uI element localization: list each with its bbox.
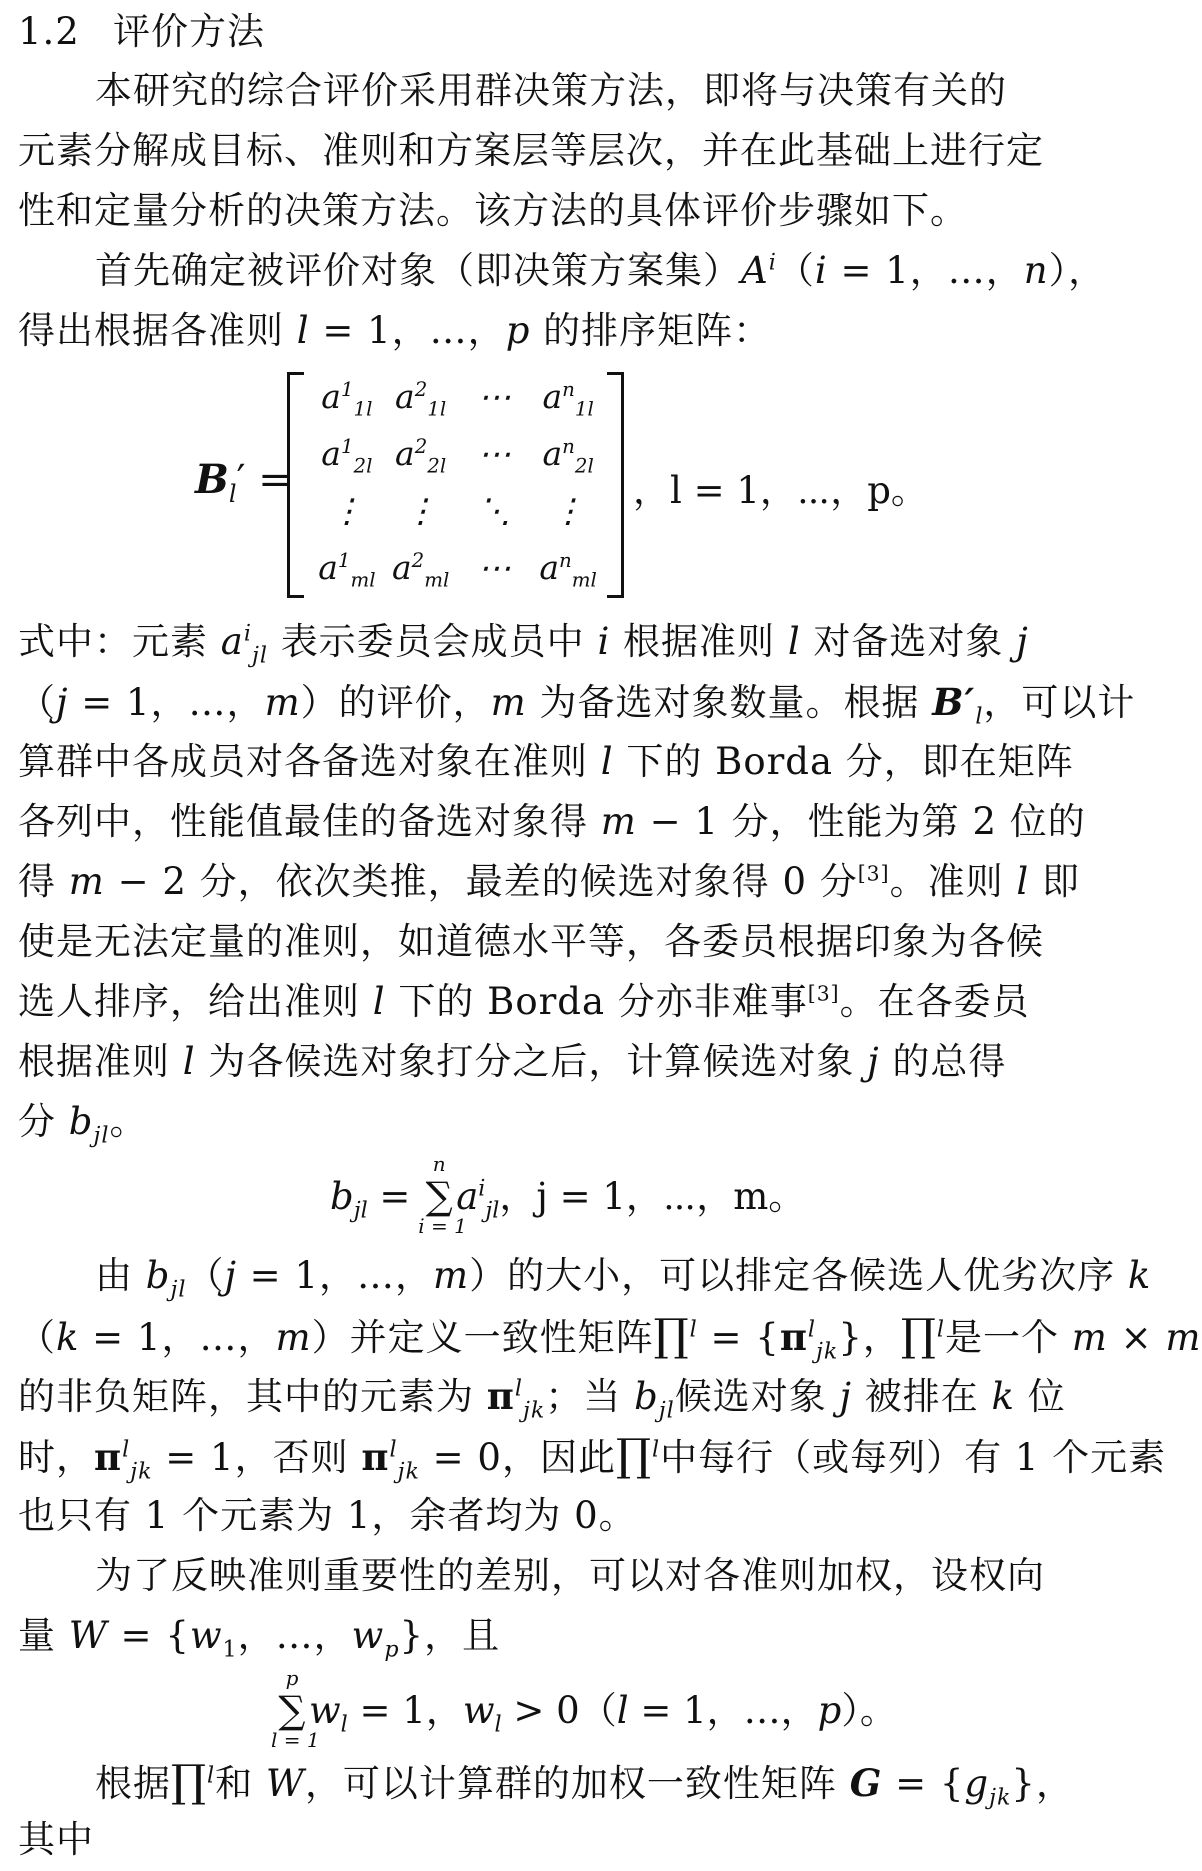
matrix-cell: ⋮: [551, 491, 585, 530]
paragraph4-line5: 也只有 1 个元素为 1，余者均为 0。: [18, 1494, 637, 1537]
paragraph1-line1: 本研究的综合评价采用群决策方法，即将与决策有关的: [95, 69, 1007, 112]
matrix-cell: $a^n_{2l}$: [542, 434, 594, 478]
paragraph4-line1: 由 $b_{jl}(j = 1$，…，m）的大小，可以排定各候选人优劣次序 k: [95, 1254, 1152, 1303]
matrix-cell: $a^1_{2l}$: [321, 434, 373, 478]
paragraph3-line1: 式中：元素 $a^i_{jl}$ 表示委员会成员中 i 根据准则 l 对备选对象 j: [18, 620, 1029, 669]
section-number: 1.2: [18, 10, 80, 53]
paragraph3-line7: 选人排序，给出准则 l 下的 Borda 分亦非难事[3]。在各委员: [18, 980, 1030, 1023]
matrix-cell: ⋯: [477, 377, 511, 416]
matrix-label: $B_l'$ =: [195, 456, 292, 508]
paragraph2-line1: 首先确定被评价对象（即决策方案集）$A^i(i = 1$，…，n），: [95, 249, 1107, 292]
matrix-cell: ⋯: [477, 434, 511, 473]
paragraph2-line2: 得出根据各准则 l = 1，…，p 的排序矩阵：: [18, 309, 772, 352]
paragraph6-line1: 根据∏$^l$和 W，可以计算群的加权一致性矩阵 $G = \{g_{jk}\}$，: [95, 1756, 1074, 1811]
citation-ref: [3]: [807, 981, 840, 1006]
matrix-cell: $a^1_{1l}$: [321, 377, 373, 421]
section-title: 评价方法: [113, 10, 265, 53]
paragraph3-line5: 得 m − 2 分，依次类推，最差的候选对象得 0 分[3]。准则 l 即: [18, 860, 1080, 903]
matrix-left-bracket: [287, 372, 304, 598]
paragraph3-line8: 根据准则 l 为各候选对象打分之后，计算候选对象 j 的总得: [18, 1040, 1007, 1083]
paragraph4-line2: （k = 1，…，m）并定义一致性矩阵∏$^l$ = $\{\pi^l_{jk}\}$，∏$^l$是一个 m × m: [18, 1310, 1202, 1365]
matrix-cell: $a^n_{1l}$: [542, 377, 594, 421]
paragraph3-line4: 各列中，性能值最佳的备选对象得 m − 1 分，性能为第 2 位的: [18, 800, 1086, 843]
paragraph3-line6: 使是无法定量的准则，如道德水平等，各委员根据印象为各候: [18, 920, 1044, 963]
paragraph1-line2: 元素分解成目标、准则和方案层等层次，并在此基础上进行定: [18, 129, 1044, 172]
matrix-cell: ⋮: [404, 491, 438, 530]
matrix-cell: ⋱: [477, 491, 511, 530]
matrix-cell: $a^2_{2l}$: [395, 434, 447, 478]
paragraph5-line1: 为了反映准则重要性的差别，可以对各准则加权，设权向: [95, 1554, 1045, 1597]
paragraph6-line2: 其中: [18, 1818, 94, 1861]
matrix-tail: ，l = 1，⋯，p。: [633, 469, 928, 512]
paragraph4-line3: 的非负矩阵，其中的元素为 $\pi^l_{jk}$；当 $b_{jl}$候选对象 j 被排在 k 位: [18, 1374, 1066, 1424]
paragraph4-line4: 时，$\pi^l_{jk} = 1$，否则 $\pi^l_{jk} = 0$，因此∏$^l$中每行（或每列）有 1 个元素: [18, 1430, 1167, 1485]
matrix-grid: [310, 368, 605, 596]
matrix-cell: $a^2_{1l}$: [395, 377, 447, 421]
matrix-cell: ⋯: [477, 548, 511, 587]
ranking-matrix: [195, 368, 928, 598]
paragraph3-line2: （j = 1，…，m）的评价，m 为备选对象数量。根据 $B'_l$，可以计: [18, 680, 1136, 730]
paragraph1-line3: 性和定量分析的决策方法。该方法的具体评价步骤如下。: [18, 189, 968, 232]
formula-borda-sum: $b_{jl}$ = n ∑ i = 1 $a^i_{jl}$，j = 1，⋯，m。: [330, 1152, 806, 1238]
matrix-right-bracket: [607, 372, 624, 598]
paragraph3-line3: 算群中各成员对各备选对象在准则 l 下的 Borda 分，即在矩阵: [18, 740, 1074, 783]
matrix-cell: $a^2_{ml}$: [391, 548, 450, 592]
paragraph5-line2: 量 $W = \{w_1$，…，$w_p$}，且: [18, 1614, 501, 1663]
formula-weight-constraint: p ∑ l = 1 $w_l = 1$，$w_l > 0(l = 1$，…，p）。: [271, 1666, 897, 1752]
paragraph3-line9: 分 $b_{jl}$。: [18, 1100, 148, 1149]
citation-ref: [3]: [857, 861, 890, 886]
matrix-cell: $a^n_{ml}$: [539, 548, 597, 592]
matrix-cell: $a^1_{ml}$: [318, 548, 376, 592]
matrix-cell: ⋮: [330, 491, 364, 530]
section-heading: [18, 2, 1006, 62]
